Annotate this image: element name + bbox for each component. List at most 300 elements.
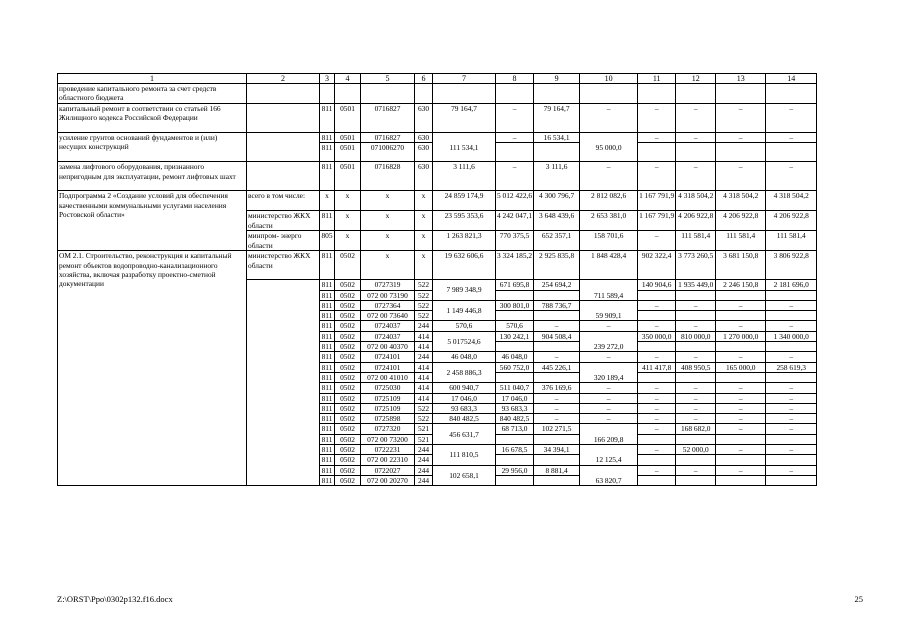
- table-cell: [638, 455, 676, 465]
- table-cell: 12 125,4: [580, 445, 638, 466]
- table-cell: [676, 434, 716, 444]
- table-cell: 811: [320, 321, 335, 331]
- table-cell: 072 00 73190: [361, 290, 415, 300]
- table-cell: –: [676, 383, 716, 393]
- table-cell: 244: [415, 475, 433, 485]
- table-cell: –: [676, 104, 716, 133]
- row-label: проведение капитального ремонта за счет средств областного бюджета: [58, 84, 247, 104]
- table-cell: 2 458 886,3: [433, 362, 496, 383]
- table-cell: 0502: [335, 290, 361, 300]
- table-cell: 811: [320, 424, 335, 434]
- table-cell: 5 012 422,6: [496, 191, 534, 211]
- table-cell: 811: [320, 414, 335, 424]
- table-cell: [247, 280, 320, 486]
- table-cell: 414: [415, 393, 433, 403]
- table-cell: 811: [320, 143, 335, 162]
- table-cell: –: [716, 104, 766, 133]
- table-cell: [716, 143, 766, 162]
- table-cell: 411 417,8: [638, 362, 676, 372]
- table-cell: 600 940,7: [433, 383, 496, 393]
- col-header: 12: [676, 74, 716, 84]
- table-cell: –: [766, 162, 817, 191]
- table-cell: 0727364: [361, 300, 415, 310]
- table-cell: [766, 84, 817, 104]
- table-cell: –: [580, 162, 638, 191]
- table-cell: 111 810,5: [433, 445, 496, 466]
- table-cell: 072 00 22310: [361, 455, 415, 465]
- table-cell: [496, 434, 534, 444]
- table-cell: 414: [415, 383, 433, 393]
- col-header: 6: [415, 74, 433, 84]
- table-cell: [766, 290, 817, 300]
- table-row: [58, 251, 817, 280]
- table-cell: [676, 290, 716, 300]
- table-cell: 0502: [335, 352, 361, 362]
- table-cell: –: [716, 403, 766, 413]
- table-cell: [766, 342, 817, 352]
- table-cell: 4 300 796,7: [534, 191, 580, 211]
- table-cell: –: [766, 414, 817, 424]
- table-cell: 811: [320, 362, 335, 372]
- table-cell: [716, 475, 766, 485]
- executor-cell: минпром- энерго области: [247, 231, 320, 251]
- table-cell: 168 682,0: [676, 424, 716, 434]
- row-label: усиление грунтов оснований фундаментов и (или) несущих конструкций: [58, 133, 247, 162]
- table-cell: 414: [415, 372, 433, 382]
- table-cell: 522: [415, 403, 433, 413]
- table-cell: –: [638, 162, 676, 191]
- table-cell: 4 206 922,8: [716, 211, 766, 231]
- table-cell: –: [676, 133, 716, 143]
- table-cell: 811: [320, 133, 335, 143]
- row-label: замена лифтового оборудования, признанного непригодным для эксплуатации, ремонт лифтовых шахт: [58, 162, 247, 191]
- table-cell: 63 820,7: [580, 465, 638, 486]
- table-cell: 0502: [335, 311, 361, 321]
- table-cell: 376 169,6: [534, 383, 580, 393]
- table-cell: 95 000,0: [580, 133, 638, 162]
- table-cell: –: [766, 445, 817, 455]
- table-cell: 811: [320, 290, 335, 300]
- table-cell: –: [676, 300, 716, 310]
- table-cell: 0716828: [361, 162, 415, 191]
- table-cell: 630: [415, 104, 433, 133]
- table-cell: 320 189,4: [580, 362, 638, 383]
- table-cell: 0502: [335, 372, 361, 382]
- budget-table: [57, 73, 817, 486]
- table-cell: 072 00 20270: [361, 475, 415, 485]
- table-cell: [496, 475, 534, 485]
- table-cell: х: [335, 211, 361, 231]
- table-cell: [496, 455, 534, 465]
- table-cell: –: [534, 352, 580, 362]
- table-cell: 0725109: [361, 393, 415, 403]
- table-cell: 522: [415, 414, 433, 424]
- table-cell: 0502: [335, 280, 361, 290]
- table-cell: 111 581,4: [716, 231, 766, 251]
- table-cell: –: [580, 393, 638, 403]
- table-cell: 0716827: [361, 104, 415, 133]
- table-cell: 811: [320, 311, 335, 321]
- table-cell: 16 534,1: [534, 133, 580, 143]
- table-cell: –: [716, 300, 766, 310]
- table-cell: –: [534, 321, 580, 331]
- col-header: 13: [716, 74, 766, 84]
- table-cell: 4 206 922,8: [766, 211, 817, 231]
- table-cell: х: [335, 231, 361, 251]
- table-cell: –: [638, 321, 676, 331]
- table-cell: 811: [320, 475, 335, 485]
- table-cell: 0725109: [361, 403, 415, 413]
- file-path: Z:\ORST\Ppo\0302p132.f16.docx: [57, 594, 173, 604]
- table-cell: 0724101: [361, 362, 415, 372]
- table-cell: 3 773 260,5: [676, 251, 716, 280]
- table-cell: 770 375,5: [496, 231, 534, 251]
- table-cell: 3 648 439,6: [534, 211, 580, 231]
- table-cell: 902 322,4: [638, 251, 676, 280]
- table-row: [58, 162, 817, 191]
- table-cell: 811: [320, 211, 335, 231]
- table-cell: [496, 372, 534, 382]
- table-cell: –: [580, 383, 638, 393]
- table-cell: 522: [415, 300, 433, 310]
- table-row: [58, 104, 817, 133]
- table-cell: –: [638, 383, 676, 393]
- table-cell: –: [716, 162, 766, 191]
- table-cell: –: [766, 403, 817, 413]
- table-cell: 244: [415, 465, 433, 475]
- table-cell: –: [716, 321, 766, 331]
- table-cell: –: [534, 393, 580, 403]
- table-cell: [676, 84, 716, 104]
- table-cell: 34 394,1: [534, 445, 580, 455]
- table-cell: 0727320: [361, 424, 415, 434]
- col-header: 7: [433, 74, 496, 84]
- table-cell: [766, 475, 817, 485]
- table-cell: [766, 143, 817, 162]
- table-cell: [716, 372, 766, 382]
- table-cell: 52 000,0: [676, 445, 716, 455]
- table-cell: [247, 84, 320, 104]
- table-cell: 0502: [335, 403, 361, 413]
- table-cell: –: [676, 352, 716, 362]
- table-cell: [716, 290, 766, 300]
- table-cell: –: [638, 445, 676, 455]
- table-cell: 1 167 791,9: [638, 191, 676, 211]
- table-cell: 23 595 353,6: [433, 211, 496, 231]
- col-header: 9: [534, 74, 580, 84]
- table-cell: 102 271,5: [534, 424, 580, 434]
- table-cell: 0502: [335, 300, 361, 310]
- table-cell: [534, 84, 580, 104]
- table-cell: 840 482,5: [496, 414, 534, 424]
- table-cell: 3 111,6: [534, 162, 580, 191]
- table-cell: 0502: [335, 475, 361, 485]
- table-cell: 244: [415, 455, 433, 465]
- table-cell: 072 00 73640: [361, 311, 415, 321]
- table-cell: 811: [320, 372, 335, 382]
- table-cell: –: [716, 133, 766, 143]
- table-cell: х: [361, 211, 415, 231]
- table-cell: –: [716, 393, 766, 403]
- table-cell: 4 318 504,2: [676, 191, 716, 211]
- table-cell: 59 909,1: [580, 300, 638, 321]
- table-cell: 811: [320, 342, 335, 352]
- table-cell: 522: [415, 311, 433, 321]
- table-cell: [676, 455, 716, 465]
- table-cell: 0502: [335, 321, 361, 331]
- table-cell: [247, 133, 320, 162]
- executor-cell: [247, 104, 320, 133]
- table-cell: 630: [415, 162, 433, 191]
- table-cell: 414: [415, 342, 433, 352]
- table-cell: 79 164,7: [534, 104, 580, 133]
- table-cell: 111 534,1: [433, 133, 496, 162]
- table-cell: –: [716, 424, 766, 434]
- table-cell: 3 111,6: [433, 162, 496, 191]
- table-cell: [638, 434, 676, 444]
- table-cell: –: [580, 321, 638, 331]
- table-cell: 5 017524,6: [433, 331, 496, 352]
- table-cell: –: [534, 403, 580, 413]
- table-cell: [638, 372, 676, 382]
- table-cell: 244: [415, 352, 433, 362]
- table-cell: 811: [320, 434, 335, 444]
- table-cell: 1 263 821,3: [433, 231, 496, 251]
- table-cell: 3 324 185,2: [496, 251, 534, 280]
- table-cell: 16 678,5: [496, 445, 534, 455]
- table-cell: х: [361, 231, 415, 251]
- table-cell: 2 246 150,8: [716, 280, 766, 290]
- table-cell: 166 209,8: [580, 424, 638, 445]
- table-cell: 165 000,0: [716, 362, 766, 372]
- table-cell: [766, 434, 817, 444]
- table-cell: 0724101: [361, 352, 415, 362]
- table-cell: [638, 342, 676, 352]
- table-cell: 46 048,0: [433, 352, 496, 362]
- row-label: ОМ 2.1. Строительство, реконструкция и капитальный ремонт объектов водопроводно-канализационного хозяйства, включая разработку проектно-сметной документации: [58, 251, 247, 486]
- table-cell: 130 242,1: [496, 331, 534, 341]
- table-cell: –: [638, 414, 676, 424]
- table-cell: [496, 290, 534, 300]
- table-row: [58, 84, 817, 104]
- table-cell: 4 206 922,8: [676, 211, 716, 231]
- table-cell: –: [676, 393, 716, 403]
- table-cell: 4 242 047,1: [496, 211, 534, 231]
- table-cell: 4 318 504,2: [716, 191, 766, 211]
- table-cell: –: [766, 321, 817, 331]
- executor-cell: [247, 162, 320, 191]
- col-header: 8: [496, 74, 534, 84]
- budget-table-sheet: [57, 73, 817, 486]
- table-cell: 0501: [335, 143, 361, 162]
- table-cell: [638, 475, 676, 485]
- table-cell: –: [496, 104, 534, 133]
- table-cell: [766, 311, 817, 321]
- table-cell: [716, 434, 766, 444]
- table-cell: –: [716, 414, 766, 424]
- table-cell: 445 226,1: [534, 362, 580, 372]
- table-cell: 811: [320, 300, 335, 310]
- table-cell: 072 00 40370: [361, 342, 415, 352]
- table-cell: –: [580, 104, 638, 133]
- table-cell: [676, 372, 716, 382]
- table-cell: 3 806 922,8: [766, 251, 817, 280]
- page-footer: [57, 594, 863, 604]
- table-cell: [716, 311, 766, 321]
- table-cell: 811: [320, 393, 335, 403]
- table-cell: 1 270 000,0: [716, 331, 766, 341]
- table-cell: 68 713,0: [496, 424, 534, 434]
- table-cell: 158 701,6: [580, 231, 638, 251]
- table-cell: –: [716, 383, 766, 393]
- table-cell: 560 752,0: [496, 362, 534, 372]
- table-cell: –: [638, 403, 676, 413]
- table-cell: 811: [320, 403, 335, 413]
- table-cell: [534, 475, 580, 485]
- table-cell: 111 581,4: [676, 231, 716, 251]
- executor-cell: всего в том числе:: [247, 191, 320, 211]
- table-cell: 2 925 835,8: [534, 251, 580, 280]
- table-cell: 570,6: [433, 321, 496, 331]
- table-cell: [496, 342, 534, 352]
- table-cell: 1 935 449,0: [676, 280, 716, 290]
- page-number: 25: [854, 594, 863, 604]
- table-cell: 0722027: [361, 465, 415, 475]
- table-cell: [716, 342, 766, 352]
- col-header: 3: [320, 74, 335, 84]
- table-cell: –: [638, 300, 676, 310]
- table-cell: 810 000,0: [676, 331, 716, 341]
- table-cell: 521: [415, 434, 433, 444]
- header-row: [58, 74, 817, 84]
- table-cell: 671 695,8: [496, 280, 534, 290]
- table-cell: х: [415, 211, 433, 231]
- table-cell: 811: [320, 331, 335, 341]
- table-cell: х: [361, 251, 415, 280]
- table-cell: –: [676, 403, 716, 413]
- table-cell: 1 848 428,4: [580, 251, 638, 280]
- table-cell: –: [534, 414, 580, 424]
- table-cell: [534, 372, 580, 382]
- table-cell: 071006270: [361, 143, 415, 162]
- table-cell: 79 164,7: [433, 104, 496, 133]
- table-cell: 29 956,0: [496, 465, 534, 475]
- table-cell: 300 801,0: [496, 300, 534, 310]
- table-cell: –: [766, 133, 817, 143]
- table-cell: 2 181 696,0: [766, 280, 817, 290]
- table-cell: [496, 84, 534, 104]
- table-cell: 239 272,0: [580, 331, 638, 352]
- table-cell: –: [638, 231, 676, 251]
- table-cell: [534, 434, 580, 444]
- table-cell: 414: [415, 331, 433, 341]
- table-cell: [676, 311, 716, 321]
- table-cell: –: [638, 465, 676, 475]
- table-cell: 46 048,0: [496, 352, 534, 362]
- executor-cell: министерство ЖКХ области: [247, 211, 320, 231]
- table-cell: –: [580, 414, 638, 424]
- table-cell: 244: [415, 321, 433, 331]
- table-cell: 408 950,5: [676, 362, 716, 372]
- table-cell: 630: [415, 133, 433, 143]
- table-cell: 102 658,1: [433, 465, 496, 486]
- table-cell: 811: [320, 280, 335, 290]
- table-cell: 570,6: [496, 321, 534, 331]
- table-cell: 811: [320, 455, 335, 465]
- table-cell: 93 683,3: [496, 403, 534, 413]
- table-cell: 414: [415, 362, 433, 372]
- table-cell: 3 681 150,8: [716, 251, 766, 280]
- table-cell: [580, 84, 638, 104]
- table-cell: –: [580, 352, 638, 362]
- table-cell: –: [676, 465, 716, 475]
- table-cell: 111 581,4: [766, 231, 817, 251]
- table-cell: [638, 311, 676, 321]
- table-cell: –: [766, 300, 817, 310]
- table-cell: 788 736,7: [534, 300, 580, 310]
- table-cell: [534, 455, 580, 465]
- table-cell: 0724037: [361, 321, 415, 331]
- table-cell: –: [676, 162, 716, 191]
- table-cell: 840 482,5: [433, 414, 496, 424]
- table-cell: –: [766, 393, 817, 403]
- table-cell: 811: [320, 162, 335, 191]
- table-cell: [638, 143, 676, 162]
- table-cell: [716, 84, 766, 104]
- table-cell: [716, 455, 766, 465]
- table-cell: х: [320, 191, 335, 211]
- table-cell: 244: [415, 445, 433, 455]
- table-cell: 17 046,0: [496, 393, 534, 403]
- table-cell: [335, 84, 361, 104]
- table-cell: 522: [415, 290, 433, 300]
- table-cell: –: [638, 424, 676, 434]
- row-label: Подпрограмма 2 «Создание условий для обеспечения качественными коммунальными услугами населения Ростовской области»: [58, 191, 247, 251]
- table-cell: –: [676, 414, 716, 424]
- table-cell: 511 040,7: [496, 383, 534, 393]
- table-cell: 0502: [335, 331, 361, 341]
- col-header: 4: [335, 74, 361, 84]
- table-cell: [676, 143, 716, 162]
- table-cell: [638, 84, 676, 104]
- table-row: [58, 191, 817, 211]
- table-cell: –: [496, 133, 534, 143]
- table-cell: 0502: [335, 342, 361, 352]
- table-cell: 8 881,4: [534, 465, 580, 475]
- table-cell: [415, 84, 433, 104]
- table-cell: 072 00 41010: [361, 372, 415, 382]
- table-cell: 0502: [335, 362, 361, 372]
- table-cell: 2 812 082,6: [580, 191, 638, 211]
- table-cell: [766, 455, 817, 465]
- table-cell: 4 318 504,2: [766, 191, 817, 211]
- col-header: 11: [638, 74, 676, 84]
- table-cell: 7 989 348,9: [433, 280, 496, 301]
- table-cell: х: [335, 191, 361, 211]
- table-cell: 0725030: [361, 383, 415, 393]
- table-cell: 630: [415, 143, 433, 162]
- table-cell: 1 167 791,9: [638, 211, 676, 231]
- table-cell: –: [766, 465, 817, 475]
- table-cell: 811: [320, 104, 335, 133]
- table-cell: 811: [320, 352, 335, 362]
- table-cell: –: [638, 133, 676, 143]
- table-cell: 811: [320, 251, 335, 280]
- col-header: 14: [766, 74, 817, 84]
- table-cell: х: [415, 191, 433, 211]
- table-cell: –: [716, 465, 766, 475]
- table-cell: 24 859 174,9: [433, 191, 496, 211]
